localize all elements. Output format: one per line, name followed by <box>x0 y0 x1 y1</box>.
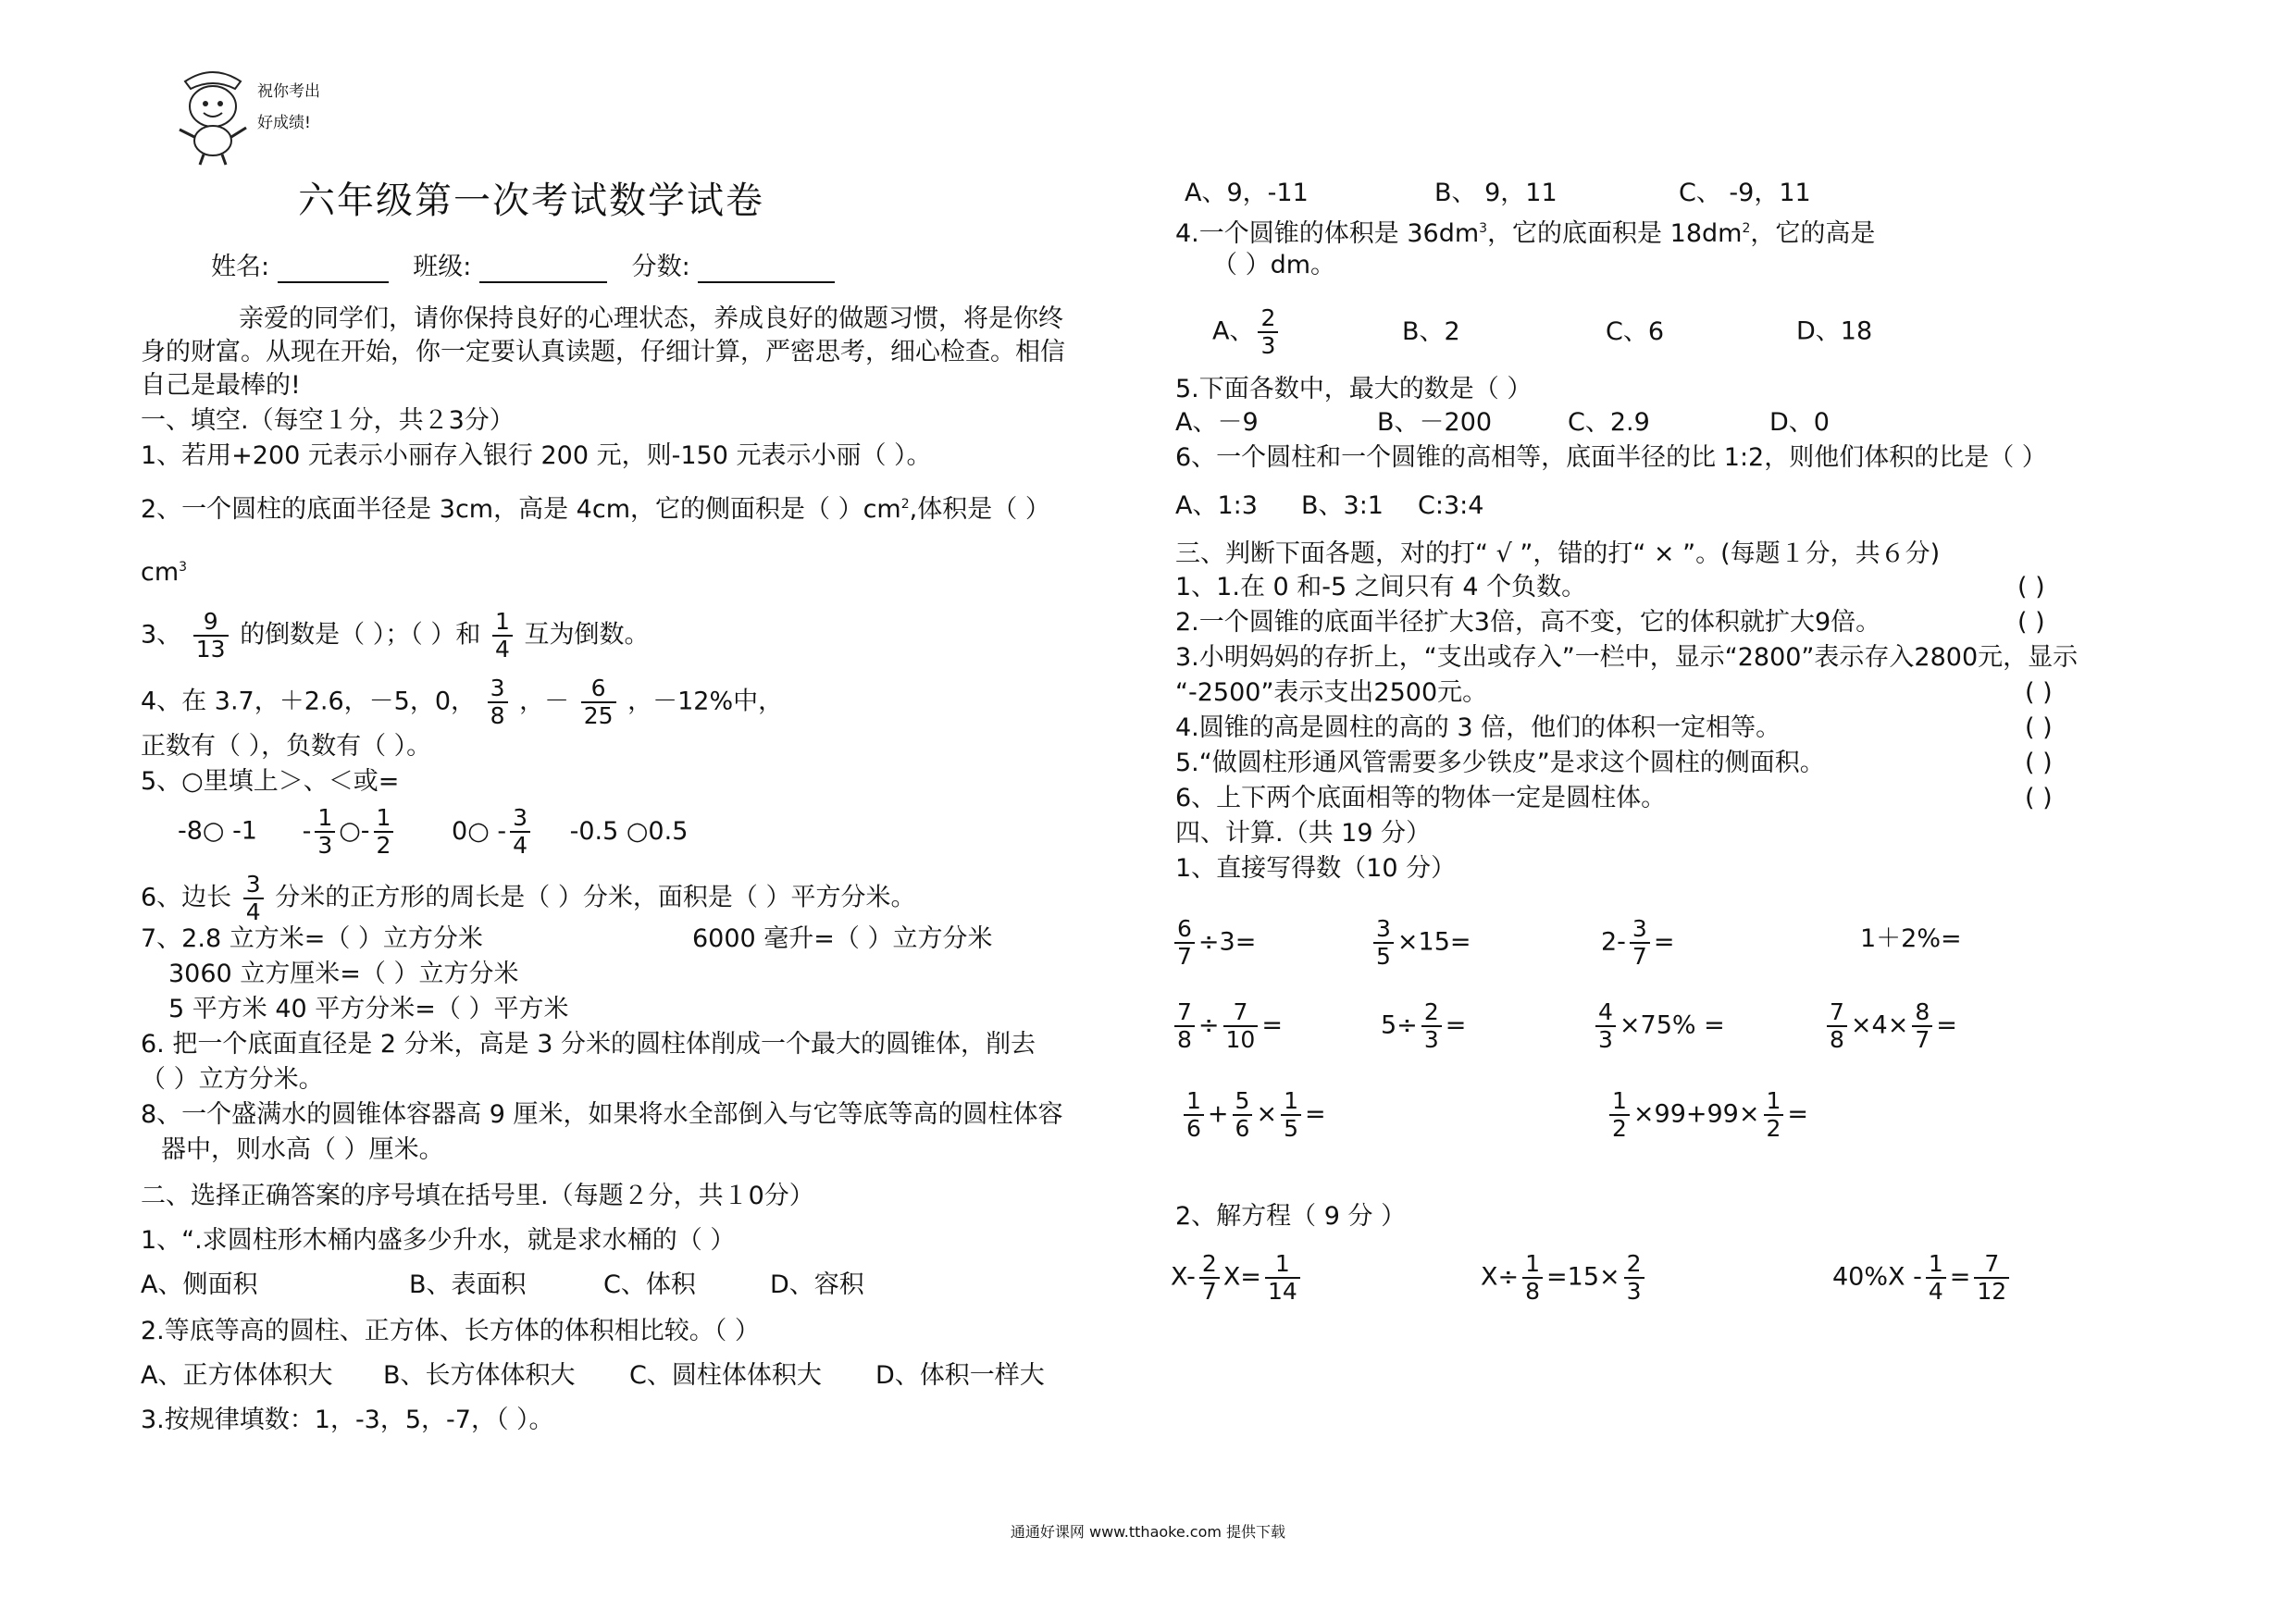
calc-text: ÷3= <box>1198 927 1257 957</box>
question-part: 6、边长 <box>141 883 232 912</box>
judge-item: “-2500”表示支出2500元。 <box>1175 678 1488 707</box>
judge-item: 2.一个圆锥的底面半径扩大3倍，高不变，它的体积就扩大9倍。 <box>1175 608 1881 637</box>
calc-item <box>1606 1088 1808 1142</box>
numerator: 2 <box>1201 1250 1217 1277</box>
denominator: 6 <box>1233 1114 1253 1142</box>
fraction <box>1630 916 1650 970</box>
question-text <box>141 609 649 663</box>
denominator: 3 <box>1595 1025 1616 1053</box>
question-text: $cm^3$ <box>141 558 188 587</box>
denominator: 25 <box>581 701 616 729</box>
numerator: 2 <box>1423 998 1439 1025</box>
answer-paren[interactable]: ( ) <box>2017 608 2045 637</box>
calc-text: = <box>1949 1262 1971 1292</box>
answer-paren[interactable]: ( ) <box>2025 749 2053 777</box>
fraction <box>1522 1251 1543 1305</box>
calc-item <box>1370 916 1471 970</box>
calc-text: = <box>1445 1010 1467 1040</box>
calc-item <box>1601 916 1674 970</box>
calc-text: = <box>1653 927 1675 957</box>
footer-credit: 通通好课网 www.tthaoke.com 提供下载 <box>1010 1523 1286 1541</box>
option[interactable]: B、表面积 <box>409 1270 527 1299</box>
calc-text: X= <box>1222 1262 1261 1292</box>
option[interactable]: D、0 <box>1769 408 1830 437</box>
intro-line: 自己是最棒的! <box>141 371 301 400</box>
denominator: 4 <box>243 898 264 925</box>
calc-text: X- <box>1171 1262 1196 1292</box>
question-text: 4.一个圆锥的体积是 $36dm^3$，它的底面积是 $18dm^2$，它的高是 <box>1175 219 1876 248</box>
question-text <box>178 805 688 859</box>
denominator: 7 <box>1199 1277 1220 1305</box>
judge-item: 5.“做圆柱形通风管需要多少铁皮”是求这个圆柱的侧面积。 <box>1175 749 1825 777</box>
fraction <box>1174 999 1195 1053</box>
calc-text: = <box>1936 1010 1957 1040</box>
judge-item: 6、上下两个底面相等的物体一定是圆柱体。 <box>1175 784 1667 812</box>
question-text: 1、“.求圆柱形木桶内盛多少升水，就是求水桶的（ ） <box>141 1226 736 1255</box>
denominator: 4 <box>1926 1277 1946 1305</box>
fraction <box>1421 999 1442 1053</box>
option-row <box>141 1270 864 1301</box>
numerator: 3 <box>1632 915 1647 942</box>
option[interactable]: C、 -9，11 <box>1679 179 1811 207</box>
option[interactable]: A、1:3 <box>1175 491 1258 520</box>
option[interactable]: B、2 <box>1402 316 1460 346</box>
fraction <box>1373 916 1394 970</box>
denominator: 3 <box>1258 331 1278 359</box>
question-part: cm <box>141 558 180 587</box>
fraction <box>488 675 508 729</box>
denominator: 3 <box>1624 1277 1644 1305</box>
question-part: 4、在 3.7，＋2.6，－5，0， <box>141 687 476 716</box>
question-text: 6、一个圆柱和一个圆锥的高相等，底面半径的比 1:2，则他们体积的比是（ ） <box>1175 443 2047 472</box>
calc-text: X÷ <box>1481 1262 1520 1292</box>
calc-text: 40%X - <box>1832 1262 1922 1292</box>
numerator: 1 <box>494 608 510 635</box>
denominator: 2 <box>1764 1114 1784 1142</box>
page-title: 六年级第一次考试数学试卷 <box>298 180 764 222</box>
denominator: 8 <box>1522 1277 1543 1305</box>
calc-text: 5÷ <box>1381 1010 1418 1040</box>
question-part: ，它的高是 <box>1750 219 1876 248</box>
fraction <box>510 805 530 859</box>
judge-item: 1、1.在 0 和-5 之间只有 4 个负数。 <box>1175 573 1587 601</box>
calc-item <box>1381 999 1466 1053</box>
question-text: 7、2.8 立方米=（ ）立方分米 <box>141 924 483 953</box>
compare-item: -8○ -1 <box>178 816 257 846</box>
denominator: 4 <box>510 831 530 859</box>
numerator: 1 <box>317 804 333 831</box>
numerator: 6 <box>1177 915 1192 942</box>
question-text: （ ）立方分米。 <box>141 1065 324 1094</box>
denominator: 8 <box>1827 1025 1847 1053</box>
question-text: 6000 毫升=（ ）立方分米 <box>692 924 993 953</box>
intro-line: 亲爱的同学们，请你保持良好的心理状态，养成良好的做题习惯，将是你终 <box>239 304 1063 333</box>
equation <box>1481 1251 1648 1305</box>
question-text: 3.按规律填数：1，-3，5，-7，（ ）。 <box>141 1406 554 1434</box>
smiling-mascot-icon <box>167 65 259 167</box>
equation <box>1832 1251 2013 1305</box>
calc-text: = <box>1304 1099 1326 1129</box>
option[interactable]: B、长方体体积大 <box>383 1361 576 1390</box>
calc-text: ×4× <box>1850 1010 1909 1040</box>
calc-item <box>1823 999 1957 1053</box>
option[interactable]: B、 9，11 <box>1434 179 1558 207</box>
option[interactable]: D、容积 <box>770 1270 864 1299</box>
question-part: 3、 <box>141 620 182 650</box>
fraction <box>1974 1251 2009 1305</box>
option[interactable]: D、18 <box>1796 316 1873 346</box>
numerator: 7 <box>1830 998 1844 1025</box>
mascot-note-line1: 祝你考出 <box>257 82 320 101</box>
calc-item <box>1180 1088 1326 1142</box>
option-row <box>1185 178 1811 209</box>
section-heading: 三、判断下面各题，对的打“ √ ”，错的打“ × ”。(每题１分，共６分) <box>1175 539 1941 568</box>
name-label: 姓名: <box>211 253 270 281</box>
equation <box>1171 1251 1304 1305</box>
numerator: 1 <box>1928 1250 1943 1277</box>
denominator: 6 <box>1184 1114 1204 1142</box>
option[interactable]: D、体积一样大 <box>875 1361 1045 1390</box>
name-field[interactable] <box>278 259 389 283</box>
question-text <box>141 872 915 925</box>
question-part: 4.一个圆锥的体积是 36dm <box>1175 219 1480 248</box>
section-heading: 二、选择正确答案的序号填在括号里.（每题２分，共１0分） <box>141 1182 814 1210</box>
fraction <box>1174 916 1195 970</box>
option[interactable]: C、6 <box>1606 316 1665 346</box>
denominator: 14 <box>1265 1277 1300 1305</box>
numerator: 1 <box>1284 1087 1298 1114</box>
numerator: 8 <box>1915 998 1930 1025</box>
question-part: - <box>302 816 312 846</box>
fraction <box>1624 1251 1644 1305</box>
denominator: 8 <box>488 701 508 729</box>
class-field[interactable] <box>479 259 607 283</box>
question-text: 2.等底等高的圆柱、正方体、长方体的体积相比较。（ ） <box>141 1317 760 1345</box>
question-text: （ ）dm。 <box>1212 251 1336 279</box>
numerator: 1 <box>1274 1250 1290 1277</box>
denominator: 4 <box>492 635 513 663</box>
answer-paren[interactable]: ( ) <box>2017 573 2045 601</box>
numerator: 9 <box>203 608 218 635</box>
section-heading: 四、计算.（共 19 分） <box>1175 819 1432 848</box>
fraction <box>374 805 394 859</box>
answer-paren[interactable]: ( ) <box>2025 713 2053 742</box>
fraction <box>1609 1088 1630 1142</box>
denominator: 3 <box>315 831 335 859</box>
question-text: 正数有（ ），负数有（ ）。 <box>141 732 432 761</box>
question-part: ,体积是（ ） <box>909 495 1050 524</box>
numerator: 5 <box>1235 1087 1250 1114</box>
fraction <box>1764 1088 1784 1142</box>
fraction <box>1258 305 1278 359</box>
question-text: 6. 把一个底面直径是 2 分米，高是 3 分米的圆柱体削成一个最大的圆锥体，削去 <box>141 1030 1036 1059</box>
subsection-heading: 2、解方程（ 9 分 ） <box>1175 1202 1407 1231</box>
denominator: 5 <box>1373 942 1394 970</box>
fraction <box>1184 1088 1204 1142</box>
calc-item <box>1171 916 1256 970</box>
question-text: 器中，则水高（ ）厘米。 <box>161 1135 444 1164</box>
question-part: 分米的正方形的周长是（ ）分米，面积是（ ）平方分米。 <box>275 883 916 912</box>
calc-text: ×75% = <box>1619 1010 1725 1040</box>
judge-item: 4.圆锥的高是圆柱的高的 3 倍，他们的体积一定相等。 <box>1175 713 1781 742</box>
option[interactable]: C:3:4 <box>1418 491 1484 520</box>
denominator: 12 <box>1974 1277 2009 1305</box>
numerator: 1 <box>376 804 391 831</box>
question-part: ，－ <box>519 687 570 716</box>
fraction <box>492 609 513 663</box>
fraction <box>1233 1088 1253 1142</box>
option[interactable]: A、正方体体积大 <box>141 1361 333 1390</box>
numerator: 1 <box>1186 1087 1201 1114</box>
calc-text: ×99+99× <box>1632 1099 1760 1129</box>
fraction <box>1827 999 1847 1053</box>
class-label: 班级: <box>413 253 472 281</box>
numerator: 7 <box>1233 998 1248 1025</box>
denominator: 3 <box>1421 1025 1442 1053</box>
denominator: 8 <box>1174 1025 1195 1053</box>
option[interactable]: C、圆柱体体积大 <box>629 1361 822 1390</box>
option[interactable]: B、－200 <box>1377 408 1493 437</box>
question-text: 8、一个盛满水的圆锥体容器高 9 厘米，如果将水全部倒入与它等底等高的圆柱体容 <box>141 1100 1063 1129</box>
judge-item: 3.小明妈妈的存折上，“支出或存入”一栏中，显示“2800”表示存入2800元，显示 <box>1175 643 2079 672</box>
question-part: ，它的底面积是 18dm <box>1487 219 1743 248</box>
fraction <box>1926 1251 1946 1305</box>
numerator: 7 <box>1984 1250 2000 1277</box>
fraction <box>1265 1251 1300 1305</box>
calc-text: 2- <box>1601 927 1626 957</box>
numerator: 7 <box>1177 998 1192 1025</box>
denominator: 5 <box>1281 1114 1301 1142</box>
calc-text: + <box>1207 1099 1229 1129</box>
numerator: 6 <box>590 675 606 701</box>
score-label: 分数: <box>631 253 690 281</box>
calc-text: = <box>1261 1010 1283 1040</box>
fraction <box>243 872 264 925</box>
question-text: 3060 立方厘米=（ ）立方分米 <box>168 960 519 988</box>
question-text <box>141 675 783 729</box>
numerator: 3 <box>1376 915 1391 942</box>
question-part: 的倒数是（ ）；（ ）和 <box>240 620 481 650</box>
option[interactable]: B、3:1 <box>1301 491 1384 520</box>
answer-paren[interactable]: ( ) <box>2025 678 2053 707</box>
denominator: 2 <box>1609 1114 1630 1142</box>
fraction <box>1595 999 1616 1053</box>
calc-text: ÷ <box>1198 1010 1220 1040</box>
option-row <box>1175 407 1830 439</box>
question-part: ，－12%中， <box>627 687 784 716</box>
option[interactable]: A、侧面积 <box>141 1270 258 1299</box>
score-field[interactable] <box>698 259 835 283</box>
student-info-row <box>211 252 835 283</box>
question-part: 0○ - <box>452 816 507 846</box>
option[interactable]: C、2.9 <box>1568 408 1650 437</box>
calc-text: × <box>1256 1099 1278 1129</box>
numerator: 4 <box>1598 998 1613 1025</box>
question-part: 2、一个圆柱的底面半径是 3cm，高是 4cm，它的侧面积是（ ）cm <box>141 495 901 524</box>
denominator: 7 <box>1630 942 1650 970</box>
calc-item <box>1592 999 1725 1053</box>
denominator: 13 <box>193 635 229 663</box>
calc-text: =15× <box>1546 1262 1620 1292</box>
fraction <box>1223 999 1259 1053</box>
option-row <box>1175 490 1483 522</box>
question-text: 5、○里填上＞、＜或= <box>141 767 400 796</box>
section-heading: 一、填空.（每空１分，共２3分） <box>141 406 515 435</box>
fraction <box>1199 1251 1220 1305</box>
calc-text: ×15= <box>1396 927 1471 957</box>
numerator: 2 <box>1260 304 1276 331</box>
question-text: 5 平方米 40 平方分米=（ ）平方米 <box>168 995 569 1023</box>
option-row <box>1212 305 1872 359</box>
compare-item: -0.5 ○0.5 <box>569 816 689 846</box>
option[interactable]: A、9，-11 <box>1185 179 1309 207</box>
subsection-heading: 1、直接写得数（10 分） <box>1175 854 1457 883</box>
denominator: 7 <box>1912 1025 1932 1053</box>
option[interactable]: C、体积 <box>603 1270 696 1299</box>
numerator: 1 <box>1525 1250 1541 1277</box>
denominator: 10 <box>1223 1025 1259 1053</box>
fraction <box>1912 999 1932 1053</box>
question-text: 5.下面各数中，最大的数是（ ） <box>1175 375 1533 403</box>
question-part: ○- <box>339 816 370 846</box>
denominator: 2 <box>374 831 394 859</box>
question-text: 2、一个圆柱的底面半径是 3cm，高是 4cm，它的侧面积是（ ）$cm^2$,体积是（ ） <box>141 495 1050 524</box>
fraction <box>315 805 335 859</box>
option[interactable]: A、 <box>1212 316 1255 346</box>
mascot-note-line2: 好成绩! <box>257 114 311 132</box>
denominator: 7 <box>1174 942 1195 970</box>
intro-line: 身的财富。从现在开始，你一定要认真读题，仔细计算，严密思考，细心检查。相信 <box>141 338 1065 366</box>
fraction <box>581 675 616 729</box>
numerator: 2 <box>1626 1250 1642 1277</box>
question-part: 互为倒数。 <box>524 620 650 650</box>
question-text: 1、若用+200 元表示小丽存入银行 200 元，则-150 元表示小丽（ ）。 <box>141 441 932 470</box>
calc-text: = <box>1787 1099 1809 1129</box>
numerator: 1 <box>1612 1087 1627 1114</box>
option-row <box>141 1360 1045 1392</box>
numerator: 3 <box>513 804 528 831</box>
numerator: 3 <box>245 871 261 898</box>
calc-item: 1＋2%= <box>1860 924 1962 953</box>
answer-paren[interactable]: ( ) <box>2025 784 2053 812</box>
fraction <box>193 609 229 663</box>
calc-item <box>1171 999 1283 1053</box>
option[interactable]: A、－9 <box>1175 408 1259 437</box>
numerator: 1 <box>1766 1087 1781 1114</box>
fraction <box>1281 1088 1301 1142</box>
numerator: 3 <box>490 675 505 701</box>
